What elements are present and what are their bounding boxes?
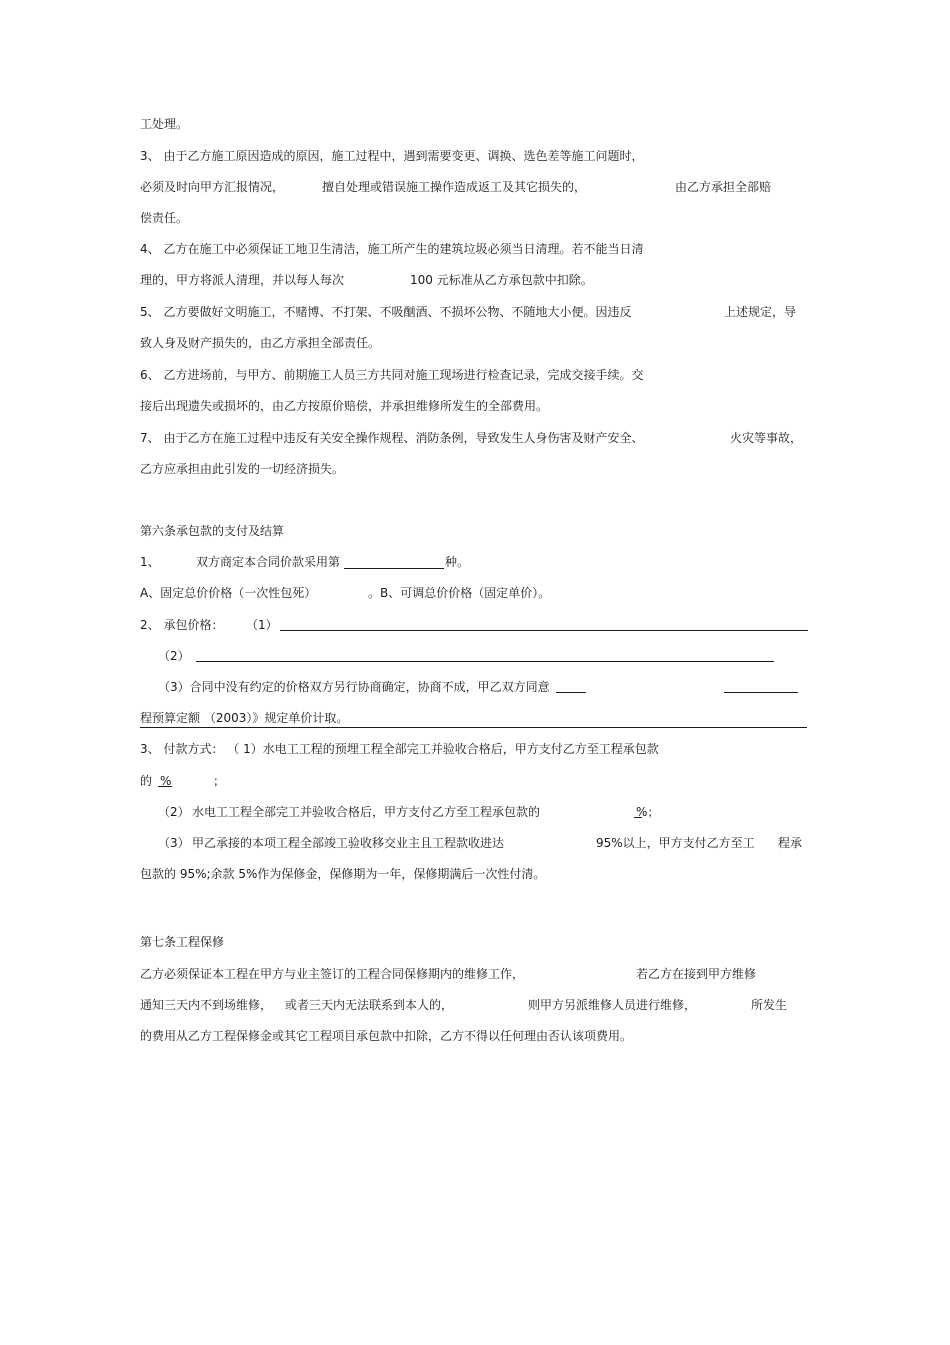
clause-5-6-line-1: 6、 乙方进场前，与甲方、前期施工人员三方共同对施工现场进行检查记录，完成交接手续。交 (140, 368, 644, 382)
clause-5-7-line-2: 乙方应承担由此引发的一切经济损失。 (140, 462, 345, 476)
clause-6-2-line-2: （2） (158, 649, 190, 663)
clause-5-4-line-1: 4、 乙方在施工中必须保证工地卫生清洁，施工所产生的建筑垃圾必须当日清理。若不能当日清 (140, 242, 644, 256)
clause-5-4-line-2: 理的，甲方将派人清理，并以每人每次 100 元标准从乙方承包款中扣除。 (140, 273, 593, 287)
section-6-heading: 第六条承包款的支付及结算 (140, 524, 285, 538)
clause-6-3-line-1: 3、 付款方式： （ 1）水电工工程的预埋工程全部完工并验收合格后，甲方支付乙方至工程承包款 (140, 742, 659, 756)
clause-6-1-suffix: 种。 (445, 555, 470, 569)
clause-5-3-line-3: 偿责任。 (140, 211, 189, 225)
clause-5-6-line-2: 接后出现遗失或损坏的，由乙方按原价赔偿，并承担维修所发生的全部费用。 (140, 399, 549, 413)
section-7-heading: 第七条工程保修 (140, 935, 225, 949)
clause-6-2-line-4: 程预算定额 （2003）》规定单价计取。 (140, 711, 349, 725)
price-3-blank-a[interactable] (556, 692, 586, 693)
clause-7-line-2: 通知三天内不到场维修， 或者三天内无法联系到本人的， 则甲方另派维修人员进行维修， 所发生 (140, 998, 788, 1012)
clause-6-1: 1、 双方商定本合同价款采用第 (140, 555, 341, 569)
clause-6-2-underline (140, 727, 807, 728)
clause-5-line-0: 工处理。 (140, 117, 189, 131)
clause-5-5-line-2: 致人身及财产损失的，由乙方承担全部责任。 (140, 336, 381, 350)
clause-5-5-line-1: 5、 乙方要做好文明施工，不赌博、不打架、不吸酗酒、不损坏公物、不随地大小便。因违反 上述规定，导 (140, 305, 797, 319)
clause-6-3-line-4: （3） 甲乙承接的本项工程全部竣工验收移交业主且工程款收进达 95%以上，甲方支付乙方至工 程承 (158, 836, 803, 850)
price-1-blank[interactable] (280, 630, 808, 631)
clause-5-7-line-1: 7、 由于乙方在施工过程中违反有关安全操作规程、消防条例，导致发生人身伤害及财产安全、 火灾等事故， (140, 431, 803, 445)
price-2-blank[interactable] (196, 661, 774, 662)
clause-6-2-line-3: （3）合同中没有约定的价格双方另行协商确定，协商不成，甲乙双方同意 (158, 680, 550, 694)
clause-5-3-line-1: 3、 由于乙方施工原因造成的原因，施工过程中，遇到需要变更、调换、选色差等施工问题时， (140, 149, 644, 163)
clause-5-3-line-2: 必须及时向甲方汇报情况， 擅自处理或错误施工操作造成返工及其它损失的， 由乙方承担全部赔 (140, 180, 772, 194)
clause-6-3-line-5: 包款的 95%;余款 5%作为保修金，保修期为一年，保修期满后一次性付清。 (140, 867, 546, 881)
clause-6-3-line-2: 的 % ； (140, 774, 226, 788)
price-3-blank-b[interactable] (724, 692, 798, 693)
clause-6-price-options: A、固定总价价格（一次性包死） 。B、可调总价价格（固定单价）。 (140, 586, 551, 600)
clause-7-line-3: 的费用从乙方工程保修金或其它工程项目承包款中扣除，乙方不得以任何理由否认该项费用。 (140, 1029, 633, 1043)
payment-2-blank[interactable] (634, 817, 642, 818)
clause-6-1-blank[interactable] (344, 568, 444, 569)
clause-6-2-line-1: 2、 承包价格： （1） (140, 618, 278, 632)
clause-6-3-line-3: （2） 水电工工程全部完工并验收合格后，甲方支付乙方至工程承包款的 %； (158, 805, 660, 819)
payment-1-blank[interactable] (158, 786, 172, 787)
clause-7-line-1: 乙方必须保证本工程在甲方与业主签订的工程合同保修期内的维修工作， 若乙方在接到甲方维修 (140, 967, 757, 981)
